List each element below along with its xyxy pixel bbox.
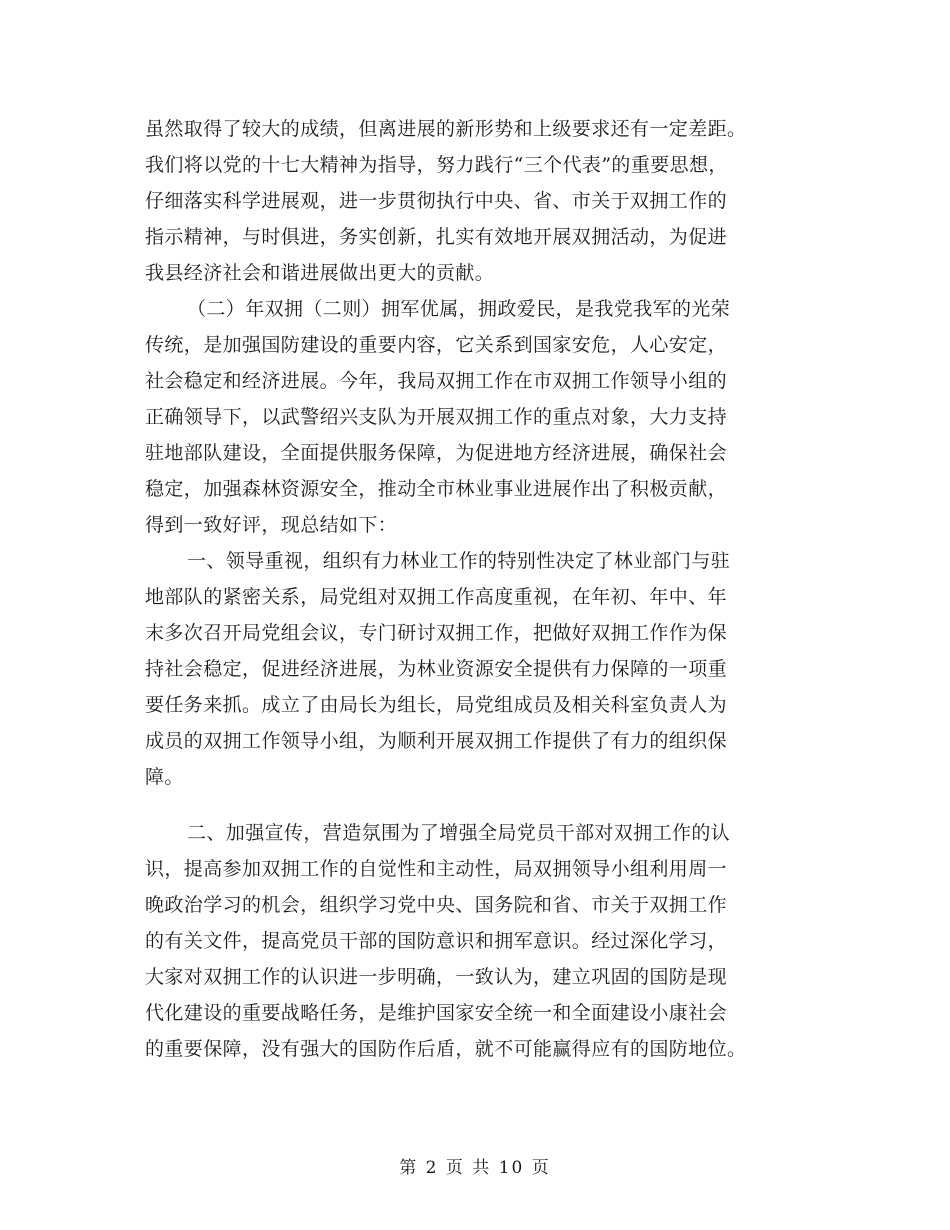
text-line: 二、加强宣传，营造氛围为了增强全局党员干部对双拥工作的认 <box>187 822 731 844</box>
text-line: 仔细落实科学进展观，进一步贯彻执行中央、省、市关于双拥工作的 <box>145 190 728 212</box>
text-line: 晚政治学习的机会，组织学习党中央、国务院和省、市关于双拥工作 <box>145 894 728 916</box>
text-line: 虽然取得了较大的成绩，但离进展的新形势和上级要求还有一定差距。 <box>145 118 747 140</box>
text-line: （二）年双拥（二则）拥军优属，拥政爱民，是我党我军的光荣 <box>187 298 731 320</box>
text-line: 我县经济社会和谐进展做出更大的贡献。 <box>145 262 495 284</box>
text-line: 代化建设的重要战略任务，是维护国家安全统一和全面建设小康社会 <box>145 1002 728 1024</box>
text-line: 得到一致好评，现总结如下： <box>145 514 398 536</box>
text-line: 驻地部队建设，全面提供服务保障，为促进地方经济进展，确保社会 <box>145 442 728 464</box>
text-line: 大家对双拥工作的认识进一步明确，一致认为，建立巩固的国防是现 <box>145 966 728 988</box>
text-line: 社会稳定和经济进展。今年，我局双拥工作在市双拥工作领导小组的 <box>145 370 728 392</box>
text-line: 的重要保障，没有强大的国防作后盾，就不可能赢得应有的国防地位。 <box>145 1038 747 1060</box>
text-line: 障。 <box>145 766 184 788</box>
text-line: 末多次召开局党组会议，专门研讨双拥工作，把做好双拥工作作为保 <box>145 622 728 644</box>
text-line: 正确领导下，以武警绍兴支队为开展双拥工作的重点对象，大力支持 <box>145 406 728 428</box>
text-line: 的有关文件，提高党员干部的国防意识和拥军意识。经过深化学习， <box>145 930 728 952</box>
text-line: 我们将以党的十七大精神为指导，努力践行“三个代表”的重要思想， <box>145 154 728 176</box>
text-line: 要任务来抓。成立了由局长为组长，局党组成员及相关科室负责人为 <box>145 694 728 716</box>
text-line: 识，提高参加双拥工作的自觉性和主动性，局双拥领导小组利用周一 <box>145 858 728 880</box>
text-line: 稳定，加强森林资源安全，推动全市林业事业进展作出了积极贡献， <box>145 478 728 500</box>
text-line: 指示精神，与时俱进，务实创新，扎实有效地开展双拥活动，为促进 <box>145 226 728 248</box>
text-line: 传统，是加强国防建设的重要内容，它关系到国家安危，人心安定， <box>145 334 728 356</box>
text-line: 一、领导重视，组织有力林业工作的特别性决定了林业部门与驻 <box>187 550 731 572</box>
text-line: 成员的双拥工作领导小组，为顺利开展双拥工作提供了有力的组织保 <box>145 730 728 752</box>
page-footer: 第 2 页 共 10 页 <box>399 1158 551 1178</box>
text-line: 地部队的紧密关系，局党组对双拥工作高度重视，在年初、年中、年 <box>145 586 728 608</box>
text-line: 持社会稳定，促进经济进展，为林业资源安全提供有力保障的一项重 <box>145 658 728 680</box>
